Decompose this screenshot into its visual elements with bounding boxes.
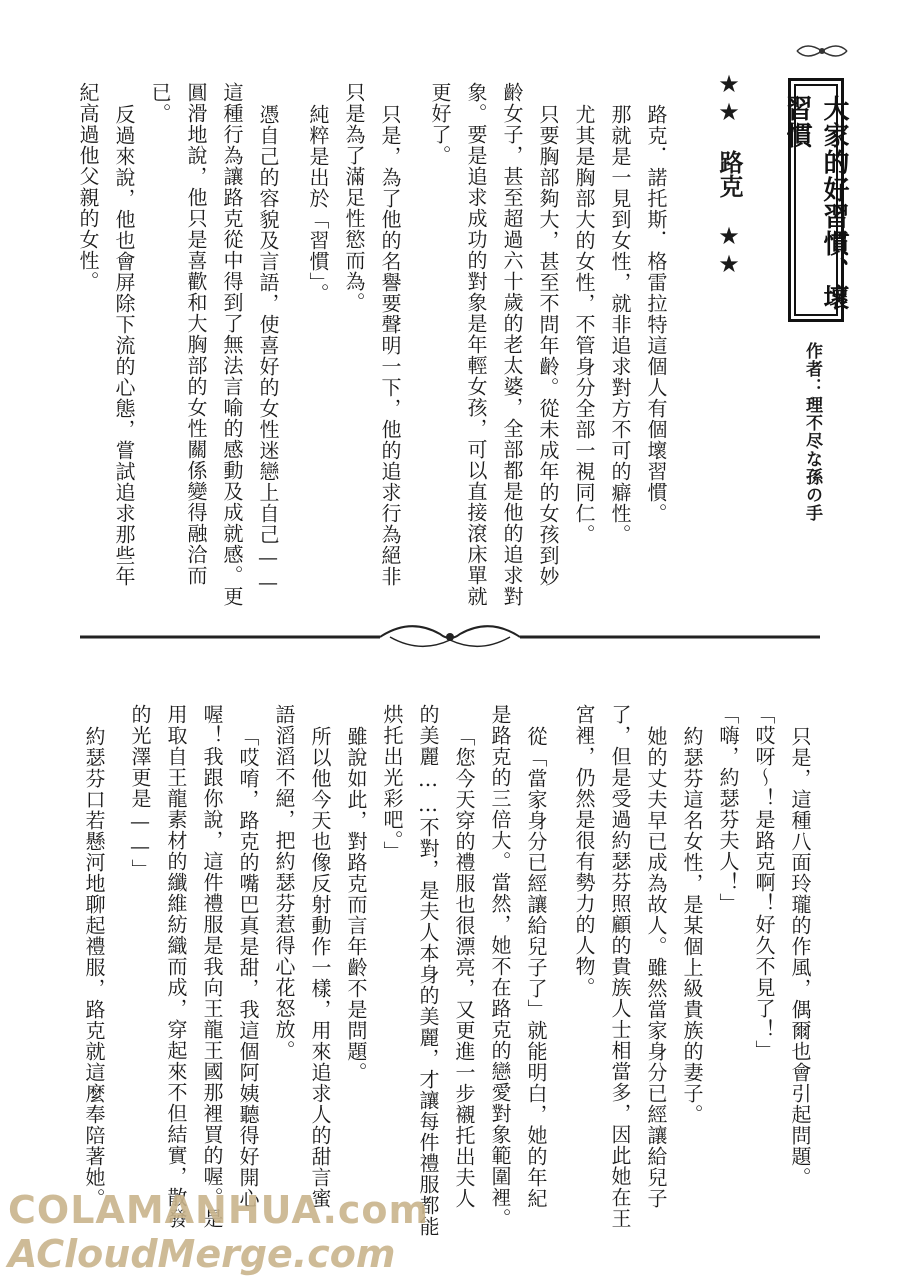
text-column: 烘托出光彩吧。」 bbox=[380, 704, 404, 862]
page-title: 大家的好習慣、壞習慣 bbox=[782, 95, 849, 311]
text-column: 她的丈夫早已成為故人。雖然當家身分已經讓給兒子 bbox=[644, 726, 668, 1209]
top-ornament bbox=[792, 36, 852, 66]
text-column: 更好了。 bbox=[428, 82, 452, 166]
text-column: 「您今天穿的禮服也很漂亮，又更進一步襯托出夫人 bbox=[452, 726, 476, 1209]
text-column: 純粹是出於「習慣」。 bbox=[306, 104, 330, 304]
watermark-line-2: ACloudMerge.com bbox=[8, 1232, 396, 1276]
watermark-line-1: COLAMANHUA.com bbox=[8, 1188, 430, 1232]
text-column: 從「當家身分已經讓給兒子了」就能明白，她的年紀 bbox=[524, 726, 548, 1209]
title-box bbox=[782, 78, 849, 322]
author-credit: 作者：理不尽な孫の手 bbox=[802, 342, 822, 522]
text-column: 只是，這種八面玲瓏的作風，偶爾也會引起問題。 bbox=[788, 726, 812, 1188]
text-column: 所以他今天也像反射動作一樣，用來追求人的甜言蜜 bbox=[308, 726, 332, 1209]
text-column: 雖說如此，對路克而言年齡不是問題。 bbox=[344, 726, 368, 1083]
text-column: 了，但是受過約瑟芬照顧的貴族人士相當多，因此她在王 bbox=[608, 704, 632, 1229]
text-column: 紀高過他父親的女性。 bbox=[76, 82, 100, 292]
text-column: 喔！我跟你說，這件禮服是我向王龍王國那裡買的喔。是 bbox=[200, 704, 224, 1229]
text-column: 憑自己的容貌及言語，使喜好的女性迷戀上自己—— bbox=[256, 104, 280, 595]
text-column: 的光澤更是——」 bbox=[128, 704, 152, 880]
text-column: 的美麗……不對，是夫人本身的美麗，才讓每件禮服都能 bbox=[416, 704, 440, 1237]
text-column: 「哎呀～！是路克啊！好久不見了！」 bbox=[752, 704, 776, 1061]
text-column: 語滔滔不絕，把約瑟芬惹得心花怒放。 bbox=[272, 704, 296, 1061]
text-column: 那就是一見到女性，就非追求對方不可的癖性。 bbox=[608, 104, 632, 545]
text-column: 只是為了滿足性慾而為。 bbox=[342, 82, 366, 313]
text-column: 宮裡，仍然是很有勢力的人物。 bbox=[572, 704, 596, 998]
text-column: 「嗨，約瑟芬夫人！」 bbox=[716, 704, 740, 914]
section-divider bbox=[80, 612, 820, 662]
section-heading: ★★ 路克 ★★ bbox=[715, 70, 743, 278]
text-column: 約瑟芬口若懸河地聊起禮服，路克就這麼奉陪著她。 bbox=[82, 726, 106, 1209]
text-column: 反過來說，他也會屏除下流的心態，嘗試追求那些年 bbox=[112, 104, 136, 587]
text-column: 是路克的三倍大。當然，她不在路克的戀愛對象範圍裡。 bbox=[488, 704, 512, 1229]
text-column: 已。 bbox=[148, 82, 172, 124]
text-column: 用取自王龍素材的纖維紡織而成，穿起來不但結實，散發 bbox=[164, 704, 188, 1229]
text-column: 尤其是胸部大的女性，不管身分全部一視同仁。 bbox=[572, 104, 596, 545]
text-column: 只要胸部夠大，甚至不問年齡。從未成年的女孩到妙 bbox=[536, 104, 560, 587]
text-column: 只是，為了他的名譽要聲明一下，他的追求行為絕非 bbox=[378, 104, 402, 587]
text-column: 齡女子，甚至超過六十歲的老太婆，全部都是他的追求對 bbox=[500, 82, 524, 607]
text-column: 約瑟芬這名女性，是某個上級貴族的妻子。 bbox=[680, 726, 704, 1125]
text-column: 象。要是追求成功的對象是年輕女孩，可以直接滾床單就 bbox=[464, 82, 488, 607]
text-column: 「哎唷，路克的嘴巴真是甜，我這個阿姨聽得好開心 bbox=[236, 726, 260, 1209]
text-column: 這種行為讓路克從中得到了無法言喻的感動及成就感。更 bbox=[220, 82, 244, 607]
text-column: 圓滑地說，他只是喜歡和大胸部的女性關係變得融洽而 bbox=[184, 82, 208, 586]
text-column: 路克．諾托斯．格雷拉特這個人有個壞習慣。 bbox=[644, 104, 668, 524]
